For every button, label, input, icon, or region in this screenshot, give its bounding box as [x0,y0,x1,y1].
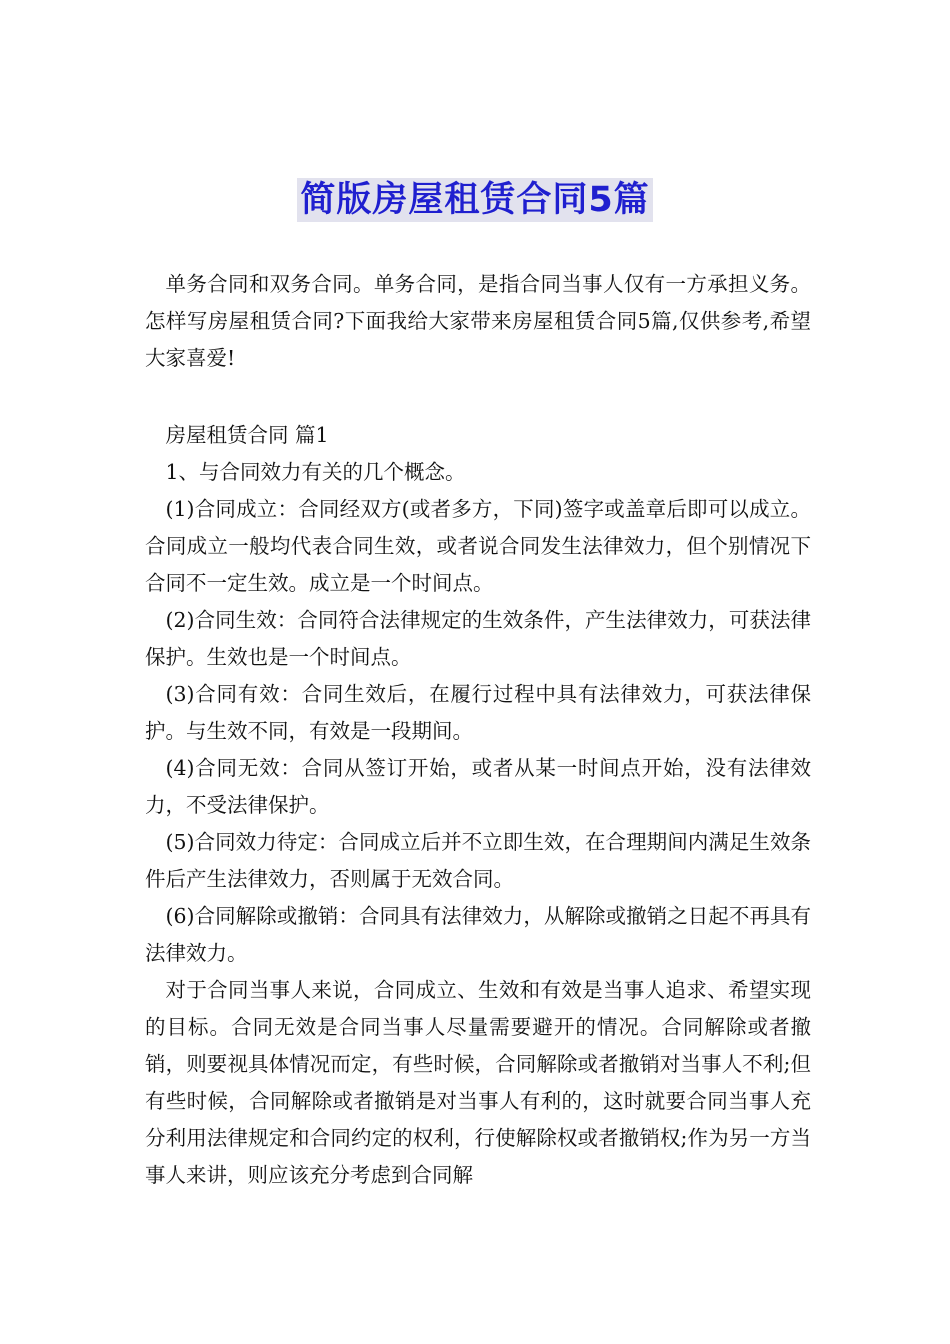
paragraph-concepts: 1、与合同效力有关的几个概念。 [165,460,466,484]
intro-paragraph: 单务合同和双务合同。单务合同，是指合同当事人仅有一方承担义务。怎样写房屋租赁合同?下面我给大家带来房屋租赁合同5篇,仅供参考,希望大家喜爱! [145,272,811,370]
paragraph-formation: (1)合同成立：合同经双方(或者多方，下同)签字或盖章后即可以成立。合同成立一般均代表合同生效，或者说合同发生法律效力，但个别情况下合同不一定生效。成立是一个时间点。 [145,497,811,595]
title-container [0,178,950,222]
document-title: 简版房屋租赁合同5篇 [297,178,652,222]
paragraph-effectiveness: (2)合同生效：合同符合法律规定的生效条件，产生法律效力，可获法律保护。生效也是一个时间点。 [145,608,811,669]
section-heading: 房屋租赁合同 篇1 [165,423,329,447]
paragraph-pending: (5)合同效力待定：合同成立后并不立即生效，在合理期间内满足生效条件后产生法律效力，否则属于无效合同。 [145,830,811,891]
paragraph-invalidity: (4)合同无效：合同从签订开始，或者从某一时间点开始，没有法律效力，不受法律保护。 [145,756,811,817]
paragraph-termination: (6)合同解除或撤销：合同具有法律效力，从解除或撤销之日起不再具有法律效力。 [145,904,811,965]
paragraph-spacer [145,377,811,417]
paragraph-validity: (3)合同有效：合同生效后，在履行过程中具有法律效力，可获法律保护。与生效不同，有效是一段期间。 [145,682,811,743]
paragraph-discussion: 对于合同当事人来说，合同成立、生效和有效是当事人追求、希望实现的目标。合同无效是合同当事人尽量需要避开的情况。合同解除或者撤销，则要视具体情况而定，有些时候，合同解除或者撤销对当事人不利;但有些时候，合同解除或者撤销是对当事人有利的，这时就要合同当事人充分利用法律规定和合同约定的权利，行使解除权或者撤销权;作为另一方当事人来讲，则应该充分考虑到合同解 [145,978,811,1187]
document-body [145,266,811,1194]
